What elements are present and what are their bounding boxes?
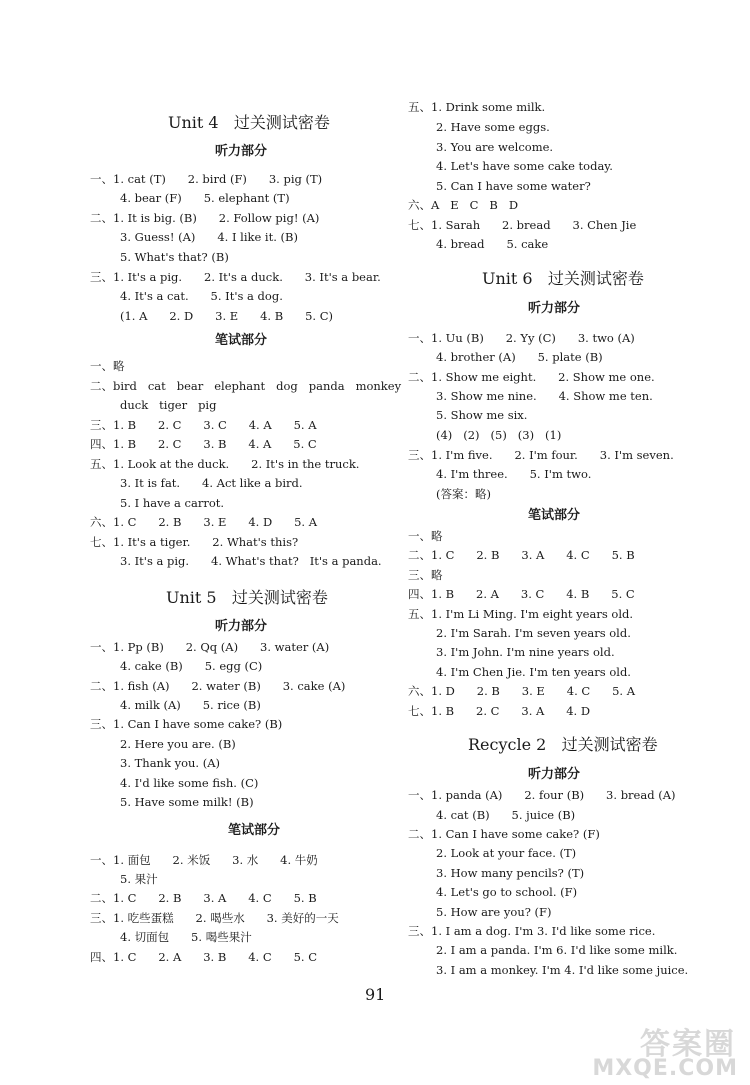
answer-line: 六、1. C 2. B 3. E 4. D 5. A: [90, 515, 318, 529]
answer-line: 二、1. C 2. B 3. A 4. C 5. B: [408, 548, 635, 562]
answer-line: 三、1. B 2. C 3. C 4. A 5. A: [90, 418, 317, 432]
unit5-title: Unit 5 过关测试密卷: [166, 588, 328, 607]
site-watermark: [592, 1019, 742, 1081]
answer-line: 4. brother (A) 5. plate (B): [436, 350, 603, 364]
answer-line: (4) (2) (5) (3) (1): [436, 428, 562, 442]
unit6-title: Unit 6 过关测试密卷: [482, 269, 644, 288]
answer-line: 5. Show me six.: [436, 408, 528, 422]
watermark-logo-text: 答案圈: [640, 1027, 736, 1062]
answer-line: 一、略: [90, 359, 125, 373]
unit4-listening-heading: 听力部分: [215, 144, 268, 159]
answer-line: 三、1. I'm five. 2. I'm four. 3. I'm seven.: [408, 448, 674, 462]
answer-line: 六、A E C B D: [408, 198, 519, 212]
answer-line: 七、1. It's a tiger. 2. What's this?: [90, 535, 299, 549]
answer-line: 六、1. D 2. B 3. E 4. C 5. A: [408, 684, 636, 698]
answer-line: 七、1. Sarah 2. bread 3. Chen Jie: [408, 218, 637, 232]
answer-line: 4. bread 5. cake: [436, 237, 549, 251]
answer-line: 二、1. C 2. B 3. A 4. C 5. B: [90, 891, 317, 905]
answer-line: 三、1. I am a dog. I'm 3. I'd like some rice.: [408, 924, 656, 938]
answer-line: 4. Let's go to school. (F): [436, 885, 578, 899]
answer-line: 一、1. Pp (B) 2. Qq (A) 3. water (A): [90, 640, 330, 654]
answer-line: 5. What's that? (B): [120, 250, 229, 264]
answer-line: 3. I am a monkey. I'm 4. I'd like some juice.: [436, 963, 689, 977]
answer-line: 4. I'm three. 5. I'm two.: [436, 467, 592, 481]
answer-line: 4. cake (B) 5. egg (C): [120, 659, 263, 673]
answer-line: 5. 果汁: [120, 872, 158, 886]
answer-line: 3. It is fat. 4. Act like a bird.: [120, 476, 303, 490]
unit4-title: Unit 4 过关测试密卷: [168, 113, 330, 132]
answer-line: 二、1. fish (A) 2. water (B) 3. cake (A): [90, 679, 346, 693]
answer-line: 2. I'm Sarah. I'm seven years old.: [436, 626, 631, 640]
answer-line: 2. Look at your face. (T): [436, 846, 577, 860]
answer-line: 一、1. 面包 2. 米饭 3. 水 4. 牛奶: [90, 853, 318, 867]
recycle2-listening-heading: 听力部分: [528, 767, 581, 782]
answer-line: 三、1. 吃些蛋糕 2. 喝些水 3. 美好的一天: [90, 911, 339, 925]
answer-line: 五、1. Look at the duck. 2. It's in the truck.: [90, 457, 360, 471]
answer-line: 二、1. It is big. (B) 2. Follow pig! (A): [90, 211, 320, 225]
answer-line: (1. A 2. D 3. E 4. B 5. C): [120, 309, 334, 323]
answer-line: 3. How many pencils? (T): [436, 866, 585, 880]
answer-line: 5. How are you? (F): [436, 905, 552, 919]
answer-line: 3. I'm John. I'm nine years old.: [436, 645, 615, 659]
answer-line: 4. It's a cat. 5. It's a dog.: [120, 289, 283, 303]
answer-line: 一、略: [408, 529, 443, 543]
answer-line: 四、1. C 2. A 3. B 4. C 5. C: [90, 950, 318, 964]
answer-line: 2. Here you are. (B): [120, 737, 236, 751]
answer-line: 3. It's a pig. 4. What's that? It's a panda.: [120, 554, 382, 568]
unit5-listening-heading: 听力部分: [215, 619, 268, 634]
answer-line: 4. bear (F) 5. elephant (T): [120, 191, 290, 205]
answer-line: 一、1. panda (A) 2. four (B) 3. bread (A): [408, 788, 676, 802]
answer-line: 3. Show me nine. 4. Show me ten.: [436, 389, 653, 403]
answer-line: 5. I have a carrot.: [120, 496, 225, 510]
answer-line: 4. I'm Chen Jie. I'm ten years old.: [436, 665, 631, 679]
answer-line: 七、1. B 2. C 3. A 4. D: [408, 704, 591, 718]
answer-line: 一、1. cat (T) 2. bird (F) 3. pig (T): [90, 172, 323, 186]
answer-line: 二、1. Show me eight. 2. Show me one.: [408, 370, 655, 384]
unit4-writing-heading: 笔试部分: [215, 333, 268, 348]
answer-line: 4. 切面包 5. 喝些果汁: [120, 930, 252, 944]
answer-line: 三、1. Can I have some cake? (B): [90, 717, 283, 731]
answer-line: 3. Guess! (A) 4. I like it. (B): [120, 230, 298, 244]
answer-line: 一、1. Uu (B) 2. Yy (C) 3. two (A): [408, 331, 635, 345]
answer-line: 4. I'd like some fish. (C): [120, 776, 259, 790]
answer-line: 2. Have some eggs.: [436, 120, 550, 134]
answer-line: (答案：略): [436, 487, 491, 501]
answer-line: 三、1. It's a pig. 2. It's a duck. 3. It's a bear.: [90, 270, 381, 284]
answer-line: 4. cat (B) 5. juice (B): [436, 808, 576, 822]
answer-line: duck tiger pig: [120, 398, 217, 412]
answer-line: 4. Let's have some cake today.: [436, 159, 613, 173]
answer-line: 3. Thank you. (A): [120, 756, 221, 770]
unit5-writing-heading: 笔试部分: [228, 823, 281, 838]
answer-line: 三、略: [408, 568, 443, 582]
answer-line: 五、1. I'm Li Ming. I'm eight years old.: [408, 607, 634, 621]
answer-line: 四、1. B 2. A 3. C 4. B 5. C: [408, 587, 635, 601]
answer-line: 二、bird cat bear elephant dog panda monkey: [90, 379, 402, 393]
page-number: 91: [365, 985, 386, 1004]
answer-line: 5. Have some milk! (B): [120, 795, 254, 809]
unit6-writing-heading: 笔试部分: [528, 508, 581, 523]
answer-line: 5. Can I have some water?: [436, 179, 591, 193]
answer-line: 4. milk (A) 5. rice (B): [120, 698, 261, 712]
answer-line: 3. You are welcome.: [436, 140, 554, 154]
recycle2-title: Recycle 2 过关测试密卷: [468, 735, 658, 754]
unit6-listening-heading: 听力部分: [528, 301, 581, 316]
answer-line: 2. I am a panda. I'm 6. I'd like some milk.: [436, 943, 678, 957]
answer-line: 五、1. Drink some milk.: [408, 100, 546, 114]
watermark-domain: MXQE.COM: [592, 1056, 738, 1081]
answer-line: 二、1. Can I have some cake? (F): [408, 827, 600, 841]
answer-line: 四、1. B 2. C 3. B 4. A 5. C: [90, 437, 317, 451]
